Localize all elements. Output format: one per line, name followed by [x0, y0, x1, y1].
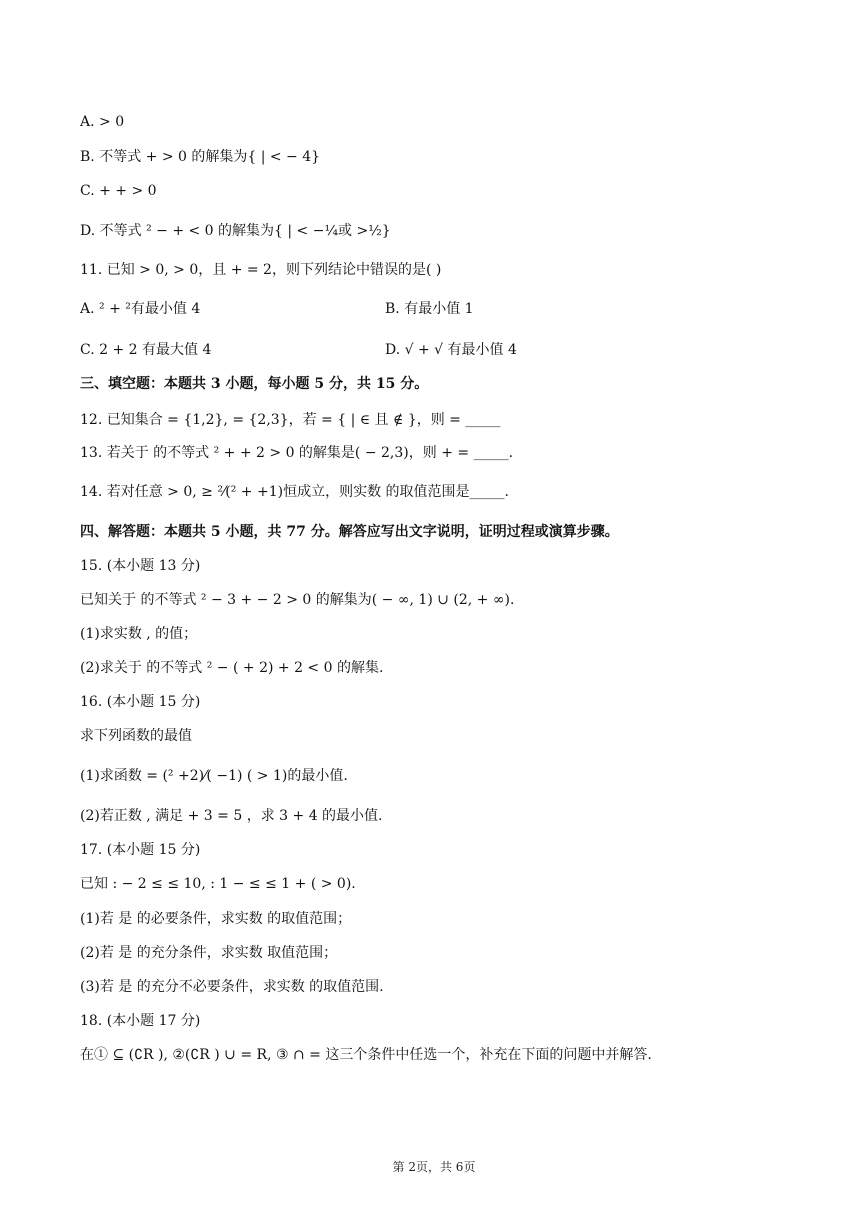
- option-d: D. 不等式 ² − + < 0 的解集为{ | < −¼或 >½}: [80, 223, 391, 239]
- section-fill-in-heading: 三、填空题：本题共 3 小题，每小题 5 分，共 15 分。: [80, 376, 429, 392]
- q11-option-c: C. 2 + 2 有最大值 4: [80, 342, 212, 358]
- question-11: 11. 已知 > 0, > 0，且 + = 2，则下列结论中错误的是( ): [80, 262, 442, 278]
- question-17-part-2: (2)若 是 的充分条件，求实数 取值范围；: [80, 945, 338, 961]
- question-16-part-1: (1)求函数 = (² +2)⁄( −1) ( > 1)的最小值.: [80, 768, 348, 784]
- question-15-part-1: (1)求实数 , 的值；: [80, 626, 198, 642]
- question-16-header: 16. (本小题 15 分): [80, 694, 201, 710]
- question-15-part-2: (2)求关于 的不等式 ² − ( + 2) + 2 < 0 的解集.: [80, 660, 384, 676]
- question-17-header: 17. (本小题 15 分): [80, 842, 201, 858]
- question-14: 14. 若对任意 > 0, ≥ ²⁄(² + +1)恒成立，则实数 的取值范围是_____.: [80, 484, 509, 500]
- question-15-header: 15. (本小题 13 分): [80, 558, 201, 574]
- q11-option-a: A. ² + ²有最小值 4: [80, 301, 201, 317]
- q11-option-b: B. 有最小值 1: [385, 301, 474, 317]
- question-13: 13. 若关于 的不等式 ² + + 2 > 0 的解集是( − 2,3)，则 + = _____.: [80, 445, 514, 461]
- question-16-body: 求下列函数的最值: [80, 728, 192, 744]
- section-answer-heading: 四、解答题：本题共 5 小题，共 77 分。解答应写出文字说明，证明过程或演算步骤。: [80, 524, 619, 540]
- page-footer: 第 2页，共 6页: [392, 1160, 476, 1174]
- question-18-header: 18. (本小题 17 分): [80, 1013, 201, 1029]
- option-c: C. + + > 0: [80, 183, 157, 199]
- option-b: B. 不等式 + > 0 的解集为{ | < − 4}: [80, 149, 321, 165]
- question-17-part-3: (3)若 是 的充分不必要条件，求实数 的取值范围.: [80, 979, 384, 995]
- question-15-body: 已知关于 的不等式 ² − 3 + − 2 > 0 的解集为( − ∞, 1) ∪ (2, + ∞).: [80, 592, 515, 608]
- question-18-body: 在① ⊆ (∁R ), ②(∁R ) ∪ = R, ③ ∩ = 这三个条件中任选一个，补充在下面的问题中并解答.: [80, 1047, 652, 1063]
- q11-option-d: D. √ + √ 有最小值 4: [385, 342, 517, 358]
- option-a: A. > 0: [80, 114, 125, 130]
- question-17-body: 已知 : − 2 ≤ ≤ 10, : 1 − ≤ ≤ 1 + ( > 0).: [80, 876, 356, 892]
- question-12: 12. 已知集合 = {1,2}, = {2,3}，若 = { | ∈ 且 ∉ }，则 = _____: [80, 412, 501, 428]
- question-16-part-2: (2)若正数 , 满足 + 3 = 5 ，求 3 + 4 的最小值.: [80, 808, 383, 824]
- question-17-part-1: (1)若 是 的必要条件，求实数 的取值范围；: [80, 911, 352, 927]
